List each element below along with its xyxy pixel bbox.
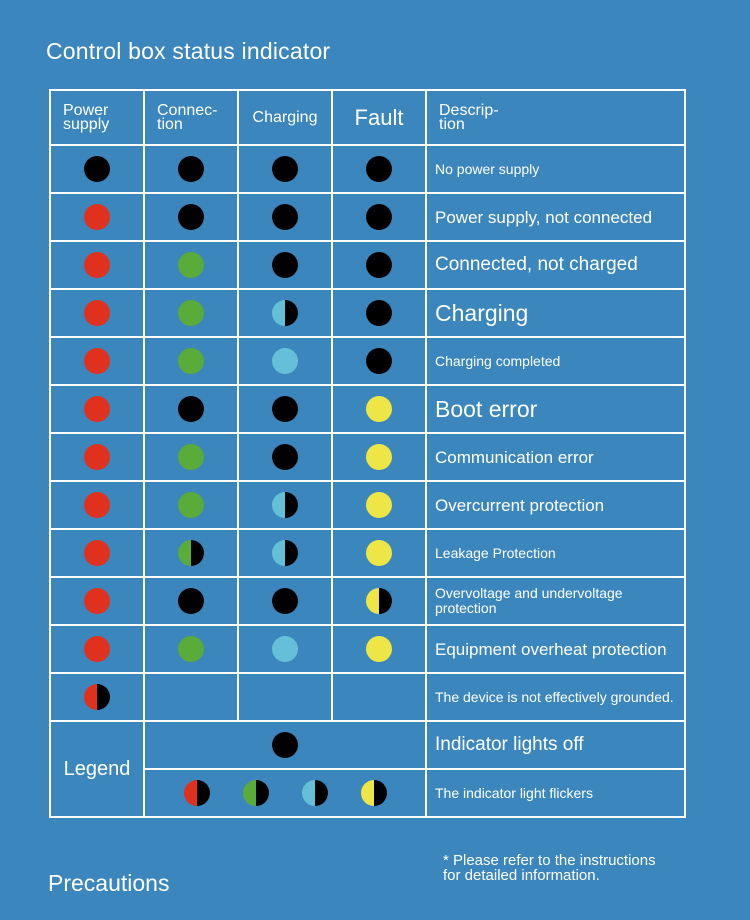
power-indicator-on [84, 204, 110, 230]
charging-indicator-off [272, 444, 298, 470]
row-description: Charging [426, 289, 685, 337]
charging-cell [238, 241, 332, 289]
header-charging: Charging [238, 90, 332, 145]
charging-indicator-off [272, 396, 298, 422]
row-description: No power supply [426, 145, 685, 193]
power-cell [50, 337, 144, 385]
charging-indicator-off [272, 156, 298, 182]
connection-cell [144, 241, 238, 289]
charging-cell [238, 433, 332, 481]
header-description-line1: Descrip- [439, 101, 499, 119]
charging-cell [238, 481, 332, 529]
fault-indicator-off [366, 300, 392, 326]
connection-indicator-on [178, 492, 204, 518]
header-description [426, 90, 685, 145]
connection-indicator-flicker [178, 540, 204, 566]
fault-cell [332, 577, 426, 625]
power-cell [50, 529, 144, 577]
header-power-line2: supply [63, 115, 110, 133]
fault-indicator-off [366, 348, 392, 374]
status-row [50, 337, 685, 385]
connection-cell [144, 481, 238, 529]
fault-cell [332, 385, 426, 433]
fault-indicator-flicker [366, 588, 392, 614]
charging-cell [238, 673, 332, 721]
legend-off-dot [272, 732, 298, 758]
header-description-line2: tion [439, 115, 465, 133]
charging-cell [238, 289, 332, 337]
connection-indicator-on [178, 636, 204, 662]
power-indicator-on [84, 348, 110, 374]
legend-label: Legend [50, 721, 144, 817]
row-description: Charging completed [426, 337, 685, 385]
power-indicator-flicker [84, 684, 110, 710]
fault-indicator-on [366, 444, 392, 470]
connection-cell [144, 385, 238, 433]
charging-indicator-flicker [272, 300, 298, 326]
connection-indicator-off [178, 156, 204, 182]
header-fault: Fault [332, 90, 426, 145]
connection-cell [144, 625, 238, 673]
connection-cell [144, 193, 238, 241]
power-indicator-on [84, 252, 110, 278]
charging-cell [238, 193, 332, 241]
charging-indicator-on [272, 348, 298, 374]
power-indicator-on [84, 492, 110, 518]
fault-cell [332, 625, 426, 673]
row-description: Communication error [426, 433, 685, 481]
header-power-line1: Power [63, 101, 109, 119]
legend-flicker-cell [144, 769, 426, 817]
connection-indicator-off [178, 588, 204, 614]
legend-flicker-text: The indicator light flickers [426, 769, 685, 817]
power-cell [50, 241, 144, 289]
status-row [50, 481, 685, 529]
charging-indicator-off [272, 588, 298, 614]
footnote [443, 853, 656, 883]
power-cell [50, 481, 144, 529]
fault-indicator-off [366, 204, 392, 230]
header-connection [144, 90, 238, 145]
power-cell [50, 433, 144, 481]
connection-cell [144, 529, 238, 577]
legend-flicker-fault-dot [361, 780, 387, 806]
power-indicator-on [84, 444, 110, 470]
connection-cell [144, 433, 238, 481]
header-power [50, 90, 144, 145]
fault-cell [332, 481, 426, 529]
header-connection-line2: tion [157, 115, 183, 133]
connection-indicator-on [178, 252, 204, 278]
connection-cell [144, 577, 238, 625]
legend-flicker-charging-dot [302, 780, 328, 806]
power-indicator-on [84, 540, 110, 566]
connection-indicator-on [178, 300, 204, 326]
power-indicator-off [84, 156, 110, 182]
legend-off-text: Indicator lights off [426, 721, 685, 769]
charging-cell [238, 529, 332, 577]
header-row [50, 90, 685, 145]
precautions-heading: Precautions [48, 870, 170, 896]
legend-row-off [50, 721, 685, 769]
power-cell [50, 577, 144, 625]
fault-cell [332, 145, 426, 193]
status-row [50, 385, 685, 433]
fault-cell [332, 241, 426, 289]
charging-cell [238, 145, 332, 193]
power-cell [50, 145, 144, 193]
fault-cell [332, 193, 426, 241]
power-indicator-on [84, 636, 110, 662]
power-cell [50, 625, 144, 673]
charging-indicator-on [272, 636, 298, 662]
connection-cell [144, 337, 238, 385]
footnote-line2: for detailed information. [443, 867, 600, 884]
status-row [50, 289, 685, 337]
row-description: The device is not effectively grounded. [426, 673, 685, 721]
fault-indicator-on [366, 540, 392, 566]
status-row [50, 193, 685, 241]
legend-flicker-power-dot [184, 780, 210, 806]
row-description: Boot error [426, 385, 685, 433]
fault-cell [332, 433, 426, 481]
power-cell [50, 193, 144, 241]
footnote-line1: * Please refer to the instructions [443, 852, 656, 869]
legend-off-cell [144, 721, 426, 769]
connection-cell [144, 673, 238, 721]
row-description: Overcurrent protection [426, 481, 685, 529]
fault-indicator-off [366, 252, 392, 278]
charging-indicator-off [272, 204, 298, 230]
legend-row-flicker [50, 769, 685, 817]
status-row [50, 145, 685, 193]
connection-indicator-on [178, 348, 204, 374]
charging-cell [238, 577, 332, 625]
fault-indicator-on [366, 636, 392, 662]
row-description: Overvoltage and undervoltage protection [426, 577, 685, 625]
connection-cell [144, 145, 238, 193]
status-row [50, 577, 685, 625]
row-description: Leakage Protection [426, 529, 685, 577]
status-table [49, 89, 686, 818]
row-description: Power supply, not connected [426, 193, 685, 241]
row-description: Connected, not charged [426, 241, 685, 289]
power-cell [50, 385, 144, 433]
status-row [50, 673, 685, 721]
connection-indicator-on [178, 444, 204, 470]
charging-indicator-flicker [272, 540, 298, 566]
charging-cell [238, 625, 332, 673]
fault-cell [332, 337, 426, 385]
power-indicator-on [84, 588, 110, 614]
fault-cell [332, 529, 426, 577]
connection-indicator-off [178, 204, 204, 230]
power-indicator-on [84, 396, 110, 422]
fault-cell [332, 289, 426, 337]
legend-flicker-connection-dot [243, 780, 269, 806]
fault-indicator-off [366, 156, 392, 182]
status-row [50, 529, 685, 577]
connection-cell [144, 289, 238, 337]
row-description: Equipment overheat protection [426, 625, 685, 673]
status-row [50, 625, 685, 673]
status-row [50, 433, 685, 481]
power-indicator-on [84, 300, 110, 326]
power-cell [50, 673, 144, 721]
charging-cell [238, 385, 332, 433]
page-title: Control box status indicator [46, 38, 331, 64]
fault-indicator-on [366, 396, 392, 422]
charging-indicator-off [272, 252, 298, 278]
fault-cell [332, 673, 426, 721]
charging-indicator-flicker [272, 492, 298, 518]
power-cell [50, 289, 144, 337]
header-connection-line1: Connec- [157, 101, 218, 119]
fault-indicator-on [366, 492, 392, 518]
status-row [50, 241, 685, 289]
charging-cell [238, 337, 332, 385]
connection-indicator-off [178, 396, 204, 422]
